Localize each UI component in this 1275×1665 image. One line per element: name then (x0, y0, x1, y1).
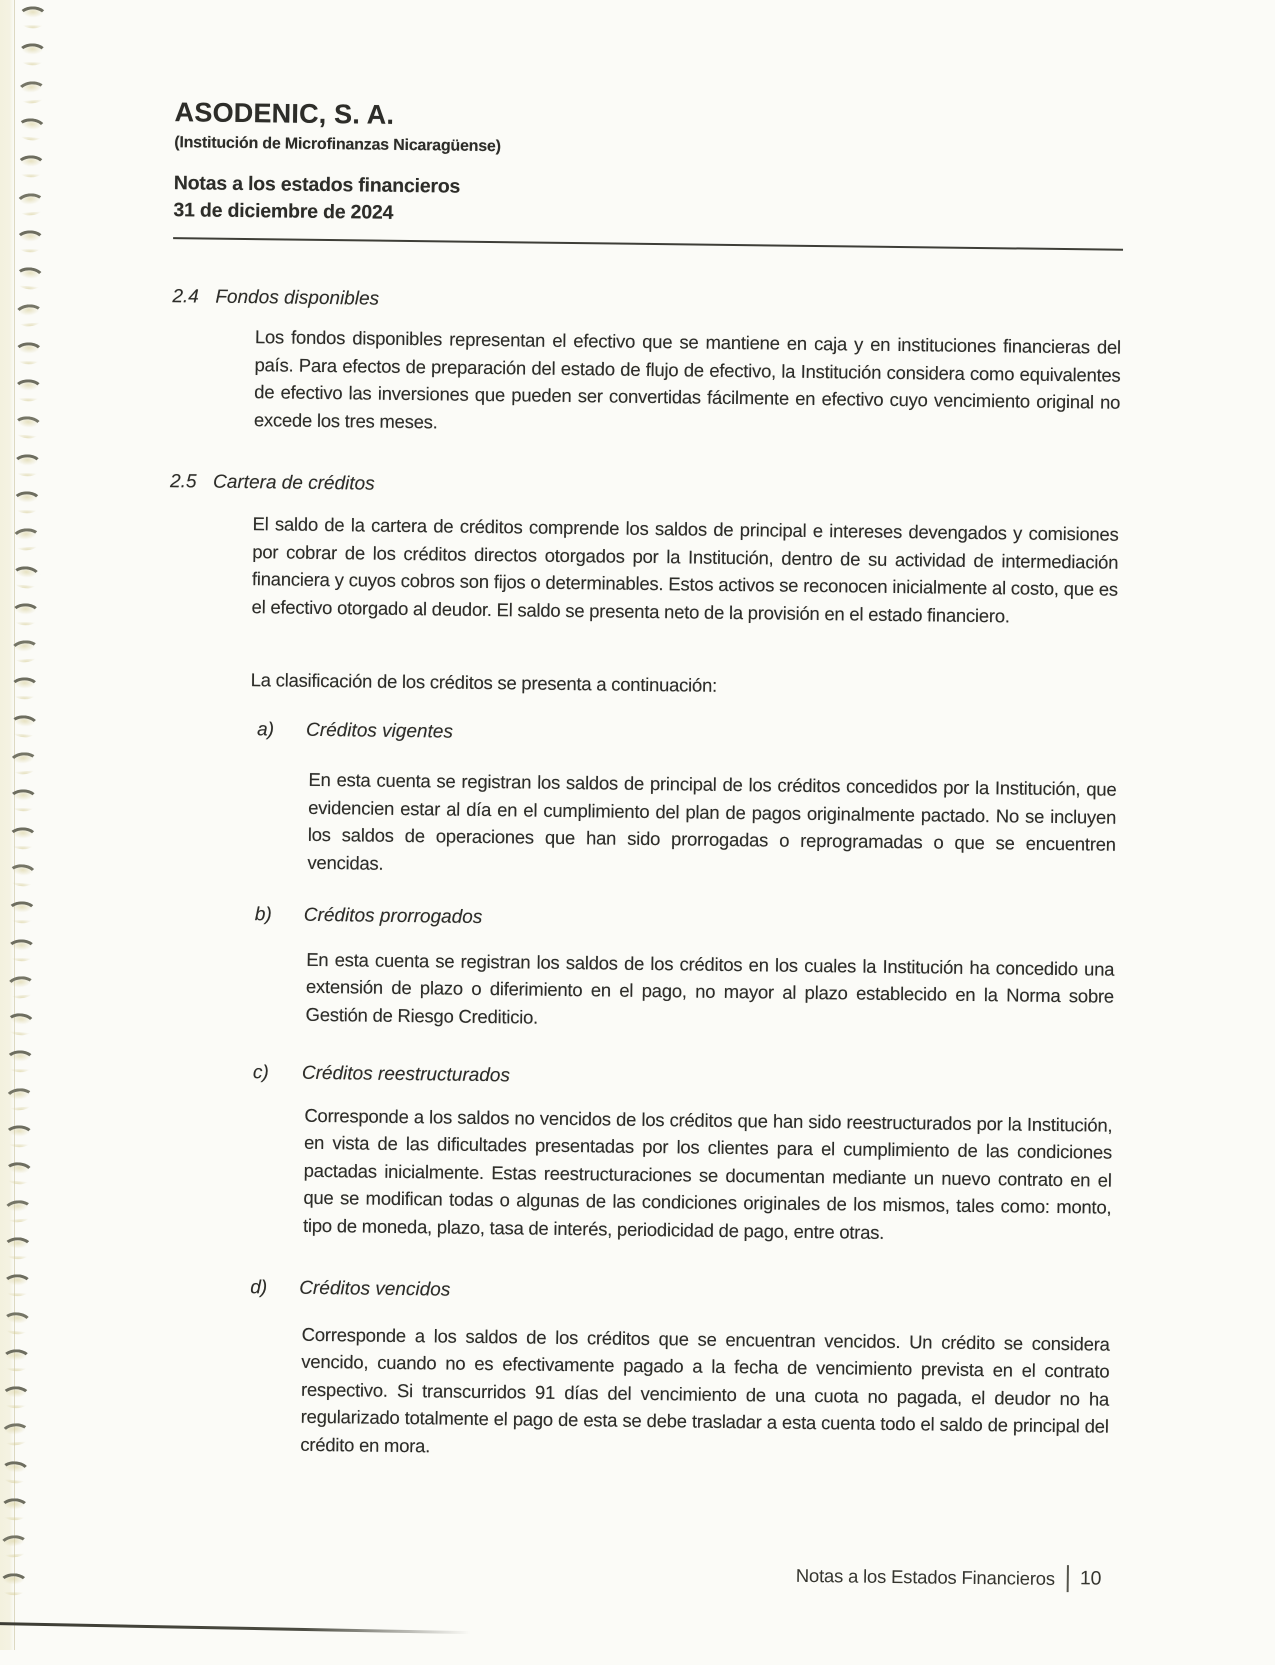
subsection-title: Créditos prorrogados (303, 904, 483, 928)
paragraph-creditos-vigentes: En esta cuenta se registran los saldos de principal de los créditos concedidos por la Institución, que evidencien estar al día en el cumplimiento del plan de pagos originalmente pactado. No se incluyen los saldos de operaciones que han sido prorrogadas o reprogramadas o que se encuentren vencidas. (307, 768, 1117, 874)
section-number: 2.5 (170, 471, 197, 493)
binding-hole-icon (3, 1237, 33, 1259)
binding-hole-icon (4, 1087, 36, 1111)
subsection-heading-d (250, 1274, 1110, 1312)
binding-hole-icon (0, 1534, 30, 1558)
binding-hole-icon (12, 415, 44, 439)
page-number: 10 (1079, 1567, 1102, 1590)
binding-hole-icon (5, 1012, 37, 1036)
paragraph-creditos-reestructurados: Corresponde a los saldos no vencidos de los créditos que han sido reestructurados por la Institución, en vista de las dificultades presentadas por los clientes para el cumplimiento de las condiciones pactadas inicialmente. Estas reestructuraciones se documentan mediante un nuevo contrato en el que se modifican todas o algunas de las condiciones originales de los mismos, tales como: monto, tipo de moneda, plazo, tasa de interés, periodicidad de pago, entre otras. (302, 1104, 1113, 1243)
binding-hole-icon (9, 678, 39, 700)
company-name: ASODENIC, S. A. (174, 97, 395, 130)
binding-hole-icon (18, 6, 48, 28)
subsection-letter: d) (250, 1277, 268, 1299)
subsection-letter: c) (252, 1062, 269, 1084)
page-content (158, 2, 1126, 1486)
binding-hole-icon (5, 1051, 35, 1073)
paragraph-creditos-vencidos: Corresponde a los saldos de los créditos que se encuentran vencidos. Un crédito se considera vencido, cuando no es efectivamente pagado a la fecha de vencimiento prevista en el contrato respectivo. Si transcurridos 91 días del vencimiento de una cuota no pagada, el deudor no ha regularizado totalmente el pago de esta se debe trasladar a esta cuenta todo el saldo de principal del crédito en mora. (300, 1323, 1110, 1456)
footer-label: Notas a los Estados Financieros (795, 1564, 1056, 1589)
binding-hole-icon (2, 1199, 34, 1223)
subsection-heading-b (255, 901, 1115, 939)
binding-hole-icon (8, 714, 40, 738)
binding-hole-icon (0, 1423, 31, 1447)
binding-hole-icon (9, 639, 41, 663)
binding-hole-icon (8, 827, 38, 849)
binding-hole-icon (15, 230, 45, 252)
binding-hole-icon (2, 1274, 32, 1296)
binding-hole-icon (17, 44, 47, 66)
binding-hole-icon (12, 454, 42, 476)
header-rule (173, 237, 1123, 251)
binding-hole-icon (10, 603, 40, 625)
binding-hole-icon (13, 304, 45, 328)
company-subtitle: (Institución de Microfinanzas Nicaragüense) (174, 134, 501, 156)
binding-hole-icon (3, 1161, 35, 1185)
footer-divider (1067, 1565, 1069, 1592)
section-title: Cartera de créditos (212, 471, 375, 495)
subsection-letter: b) (254, 904, 272, 926)
section-heading-2-4 (172, 283, 1122, 322)
binding-hole-icon (8, 751, 40, 775)
binding-hole-icon (0, 1573, 29, 1595)
binding-hole-icon (15, 192, 47, 216)
binding-hole-icon (8, 789, 38, 811)
binding-hole-icon (14, 266, 46, 290)
binding-hole-icon (14, 342, 44, 364)
paragraph-cartera-creditos: El saldo de la cartera de créditos comprende los saldos de principal e intereses devengados y comisiones por cobrar de los créditos directos otorgados por la Institución, dentro de su actividad de intermediación financiera y cuyos cobros son fijos o determinables. Estos activos se reconocen inicialmente al costo, que es el efectivo otorgado al deudor. El saldo se presenta neto de la provisión en el estado financiero. (251, 513, 1119, 626)
document-title: Notas a los estados financieros (173, 172, 461, 198)
binding-hole-icon (6, 863, 38, 887)
paragraph-clasificacion-intro: La clasificación de los créditos se presenta a continuación: (250, 669, 718, 696)
binding-hole-icon (11, 527, 43, 551)
paragraph-fondos-disponibles: Los fondos disponibles representan el efectivo que se mantiene en caja y en instituciones financieras del país. Para efectos de preparación del estado de flujo de efectivo, la Institución considera como equivalentes de efectivo las inversiones que pueden ser convertidas fácilmente en efectivo cuyo vencimiento original no excede los tres meses. (253, 326, 1121, 432)
subsection-heading-c (253, 1059, 1113, 1097)
binding-hole-icon (4, 1125, 34, 1147)
subsection-heading-a (257, 716, 1117, 754)
paragraph-creditos-prorrogados: En esta cuenta se registran los saldos de los créditos en los cuales la Institución ha concedido una extensión de plazo o diferimiento en el pago, no mayor al plazo establecido en la Norma sobre Gestión de Riesgo Crediticio. (305, 948, 1115, 1028)
binding-hole-icon (6, 939, 36, 961)
binding-hole-icon (1, 1349, 31, 1371)
subsection-letter: a) (256, 718, 275, 740)
binding-hole-icon (16, 155, 46, 177)
subsection-title: Créditos vencidos (299, 1277, 451, 1301)
binding-hole-icon (0, 1498, 30, 1520)
section-title: Fondos disponibles (215, 286, 380, 310)
subsection-title: Créditos vigentes (305, 719, 454, 743)
binding-hole-icon (13, 379, 43, 401)
subsection-title: Créditos reestructurados (301, 1062, 511, 1087)
document-date: 31 de diciembre de 2024 (173, 198, 394, 224)
binding-hole-icon (12, 491, 42, 513)
binding-hole-icon (1, 1311, 33, 1335)
binding-hole-icon (0, 1460, 31, 1484)
binding-hole-icon (1, 1386, 31, 1408)
page-footer (796, 1562, 1102, 1593)
binding-holes-column (0, 0, 70, 1651)
section-heading-2-5 (170, 468, 1120, 507)
binding-hole-icon (5, 975, 37, 999)
binding-hole-icon (16, 117, 48, 141)
binding-hole-icon (16, 80, 48, 104)
section-number: 2.4 (172, 286, 199, 308)
binding-hole-icon (10, 565, 42, 589)
binding-hole-icon (7, 901, 37, 923)
